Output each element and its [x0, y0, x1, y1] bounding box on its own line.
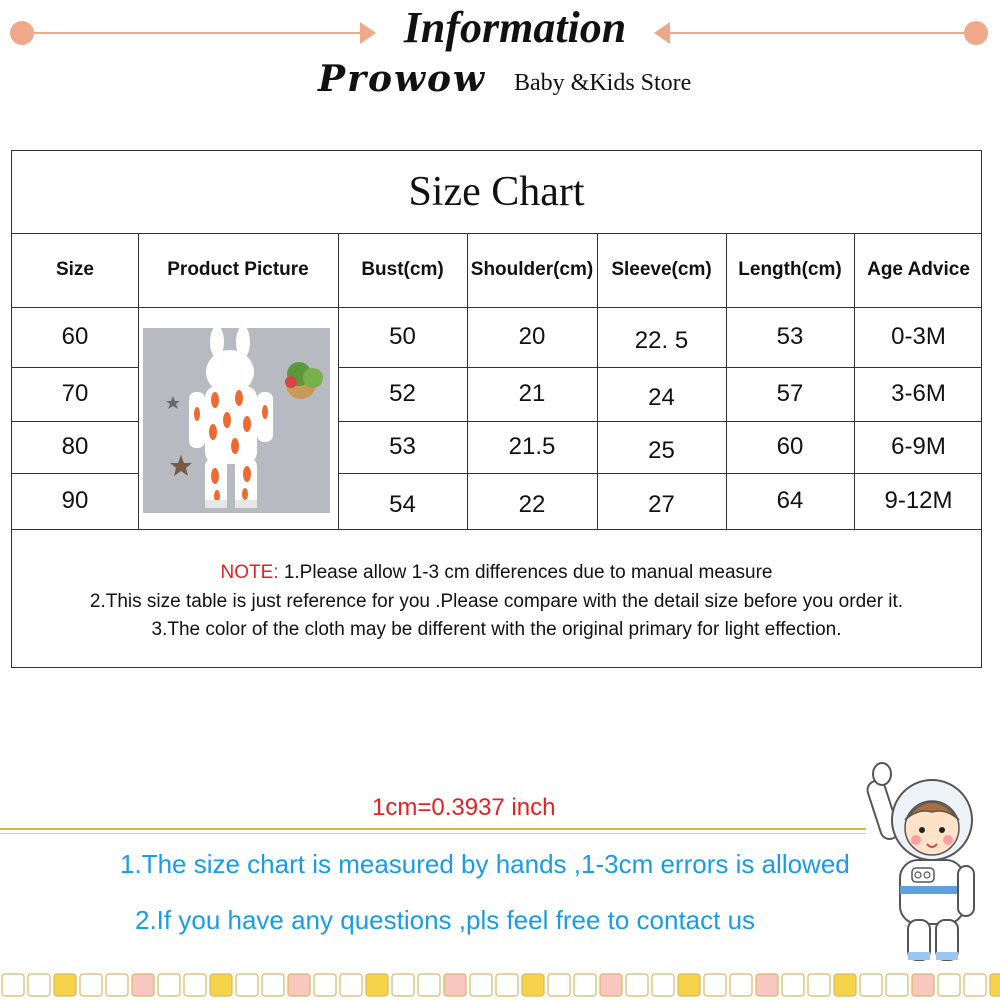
border-tile	[626, 974, 648, 996]
col-header-size: Size	[55, 259, 95, 280]
border-tile	[288, 974, 310, 996]
note-line-1	[12, 562, 981, 584]
cell-sleeve: 27	[648, 491, 675, 518]
col-header-length: Length(cm)	[738, 259, 842, 280]
cell-length: 64	[776, 487, 804, 514]
border-tile	[782, 974, 804, 996]
decorative-border	[0, 968, 1000, 1000]
border-tile	[522, 974, 544, 996]
border-tile	[860, 974, 882, 996]
border-tile	[496, 974, 518, 996]
size-chart-table	[11, 150, 982, 668]
note-line-3: 3.The color of the cloth may be different with the original primary for light effection.	[151, 619, 842, 640]
tip-2: 2.If you have any questions ,pls feel free to contact us	[135, 905, 756, 935]
border-tile	[756, 974, 778, 996]
conversion-text: 1cm=0.3937 inch	[372, 794, 556, 821]
note-text-1: 1.Please allow 1-3 cm differences due to manual measure	[278, 562, 773, 583]
product-picture	[143, 328, 330, 513]
cell-shoulder: 21	[518, 380, 546, 407]
border-tile	[314, 974, 336, 996]
cell-sleeve: 22. 5	[634, 327, 689, 354]
col-header-shoulder: Shoulder(cm)	[470, 259, 594, 280]
border-tile	[574, 974, 596, 996]
border-tile	[2, 974, 24, 996]
border-tile	[990, 974, 1000, 996]
cell-age: 3-6M	[891, 380, 946, 407]
cell-length: 60	[776, 433, 804, 460]
cell-bust: 50	[389, 323, 416, 350]
cell-size: 60	[61, 323, 89, 350]
border-tile	[704, 974, 726, 996]
cell-bust: 54	[389, 491, 416, 518]
notes-section	[12, 529, 981, 668]
gold-divider	[0, 828, 866, 830]
border-tile	[938, 974, 960, 996]
border-tile	[418, 974, 440, 996]
border-tile	[132, 974, 154, 996]
header-line-left	[30, 32, 360, 34]
cell-sleeve: 25	[648, 437, 675, 464]
cell-shoulder: 20	[518, 323, 546, 350]
header-line-right	[668, 32, 968, 34]
romper-illustration	[143, 328, 330, 513]
border-tile	[912, 974, 934, 996]
border-tile	[886, 974, 908, 996]
border-tile	[106, 974, 128, 996]
border-tile	[80, 974, 102, 996]
border-tile	[964, 974, 986, 996]
border-tile	[366, 974, 388, 996]
border-tile	[236, 974, 258, 996]
border-tile	[210, 974, 232, 996]
border-tile	[340, 974, 362, 996]
cell-length: 57	[776, 380, 804, 407]
border-tile	[678, 974, 700, 996]
cell-shoulder: 21.5	[508, 433, 556, 460]
border-tile	[54, 974, 76, 996]
cell-length: 53	[776, 323, 804, 350]
cell-size: 70	[61, 380, 89, 407]
border-tile	[600, 974, 622, 996]
cell-sleeve: 24	[648, 384, 675, 411]
grid-line	[138, 233, 139, 529]
col-header-age: Age Advice	[867, 259, 970, 280]
border-tile	[548, 974, 570, 996]
gold-divider	[0, 833, 866, 834]
cell-size: 90	[61, 487, 89, 514]
cell-age: 6-9M	[891, 433, 946, 460]
col-header-bust: Bust(cm)	[361, 259, 444, 280]
cell-age: 9-12M	[884, 487, 953, 514]
border-tile	[444, 974, 466, 996]
border-tile	[158, 974, 180, 996]
col-header-sleeve: Sleeve(cm)	[611, 259, 712, 280]
border-tile	[262, 974, 284, 996]
page-title: Information	[403, 3, 627, 52]
cell-shoulder: 22	[518, 491, 546, 518]
border-tile	[834, 974, 856, 996]
header-dot-right	[964, 21, 988, 45]
border-tile	[184, 974, 206, 996]
border-tile	[730, 974, 752, 996]
note-line-2: 2.This size table is just reference for you .Please compare with the detail size before you order it.	[89, 591, 904, 612]
cell-bust: 53	[389, 433, 416, 460]
cell-bust: 52	[389, 380, 416, 407]
border-tile	[28, 974, 50, 996]
size-chart-title: Size Chart	[12, 151, 981, 234]
tip-1: 1.The size chart is measured by hands ,1-3cm errors is allowed	[120, 849, 850, 879]
border-tile	[652, 974, 674, 996]
col-header-picture: Product Picture	[167, 259, 309, 280]
note-label: NOTE:	[220, 562, 279, 583]
border-tile	[808, 974, 830, 996]
border-tile	[392, 974, 414, 996]
border-tile	[470, 974, 492, 996]
store-name: Baby &Kids Store	[514, 70, 692, 96]
brand-logo: Prowow	[318, 58, 487, 100]
cell-age: 0-3M	[891, 323, 946, 350]
astronaut-illustration	[860, 762, 980, 967]
cell-size: 80	[61, 433, 89, 460]
